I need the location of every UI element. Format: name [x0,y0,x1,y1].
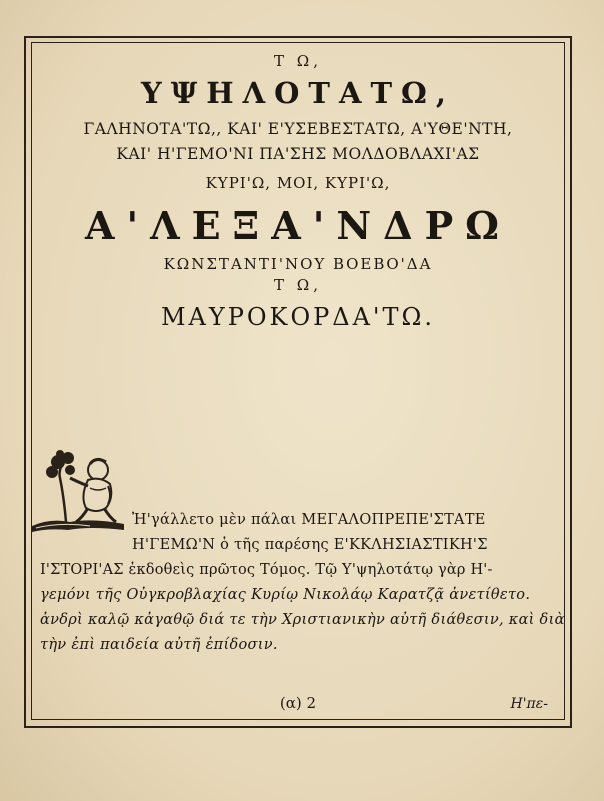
title-article-1: Τ Ω, [274,52,322,70]
title-alexandro: Α'ΛΕΞΑ'ΝΔΡΩ [84,203,512,248]
title-mavrokordato: ΜΑΥΡΟΚΟΡΔΑ'ΤΩ. [160,303,436,331]
body-line-6: τὴν ἐπὶ παιδεία αὐτῆ ἐπίδοσιν. [40,637,278,653]
catchword: Η'πε- [510,696,548,712]
dedication-body [40,508,565,658]
title-kyrio-line: ΚΥΡΙ'Ω, ΜΟΙ, ΚΥΡΙ'Ω, [205,174,391,192]
dedication-title [34,48,562,329]
page-footer [34,694,562,714]
body-line-4: γεμόνι τῆς Οὐγκροβλαχίας Κυρίῳ Νικολάῳ Καρατζᾷ ἀνετίθετο. [40,587,531,603]
title-hegemoni-line: ΚΑΙ' Η'ΓΕΜΟ'ΝΙ ΠΑ'ΣΗΣ ΜΟΛΔΟΒΛΑΧΙ'ΑΣ [116,144,480,163]
body-line-2: Η'ΓΕΜΩ'Ν ὁ τῆς παρέσης Ε'ΚΚΛΗΣΙΑΣΤΙΚΗ'Σ [132,537,488,553]
title-ypsilotato: ΥΨΗΛΟΤΑΤΩ, [141,76,455,110]
signature-mark: (α) 2 [279,694,317,712]
body-line-3: Ι'ΣΤΟΡΙ'ΑΣ ἐκδοθεὶς πρῶτος Τόμος. Τῷ Υ'ψηλοτάτῳ γὰρ Η'- [40,562,493,578]
title-galinotato-line: ΓΑΛΗΝΟΤΑ'ΤΩ,, ΚΑΙ' Ε'ΥΣΕΒΕΣΤΑΤΩ, Α'ΥΘΕ'ΝΤΗ, [83,120,513,138]
body-line-1: Ἠ'γάλλετο μὲν πάλαι ΜΕΓΑΛΟΠΡΕΠΕ'ΣΤΑΤΕ [132,512,486,528]
title-konstantinou-line: ΚΩΝΣΤΑΝΤΙ'ΝΟΥ ΒΟΕΒΟ'ΔΑ [163,255,433,273]
title-article-2: Τ Ω, [274,276,322,294]
body-line-5: ἀνδρὶ καλῷ κἀγαθῷ διά τε τὴν Χριστιανικὴν αὐτῆ διάθεσιν, καὶ διὰ [40,612,565,628]
